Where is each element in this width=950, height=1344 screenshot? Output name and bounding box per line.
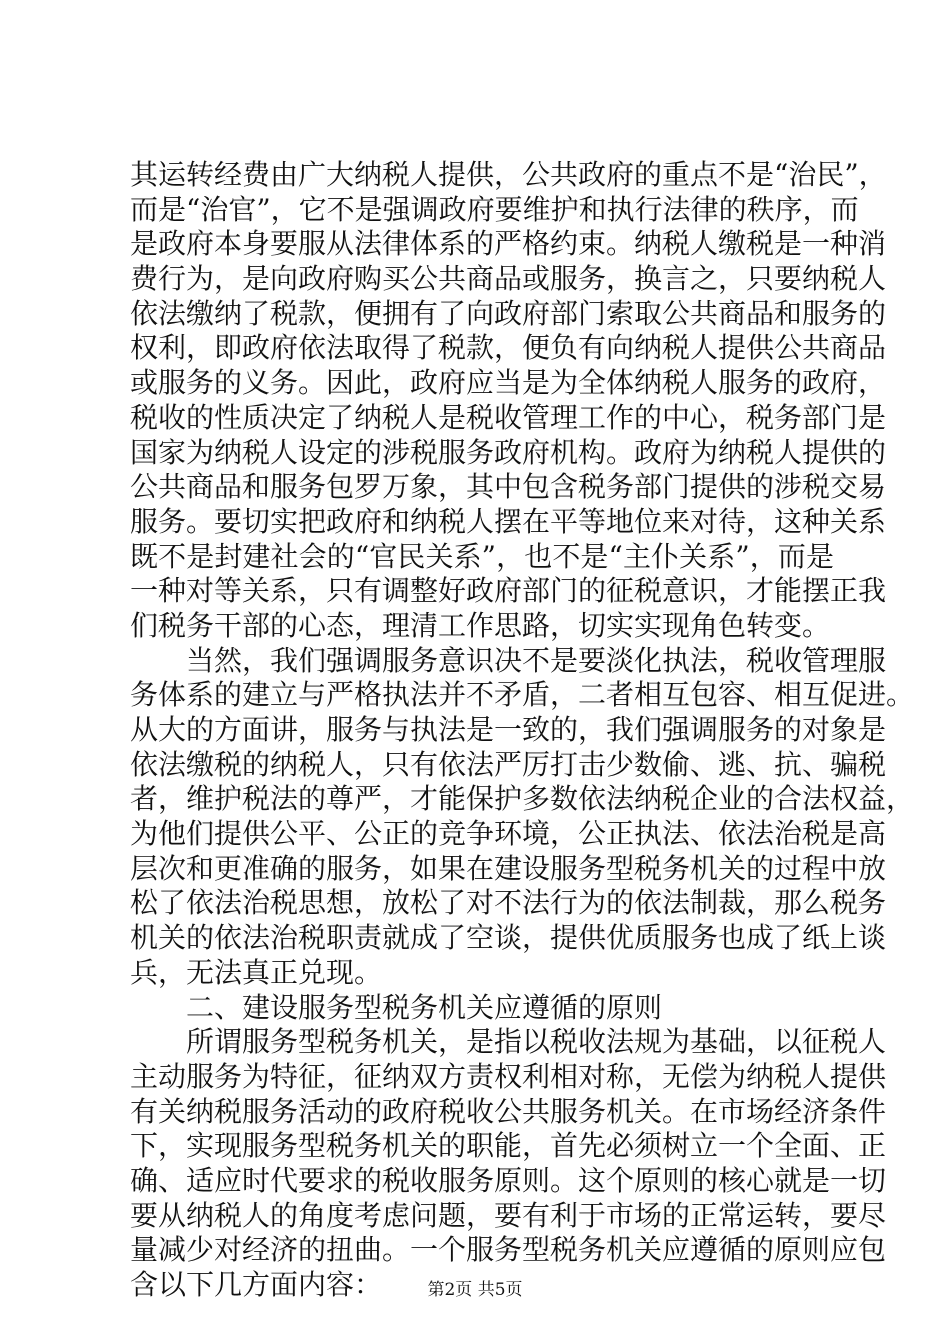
text-line: 量减少对经济的扭曲。一个服务型税务机关应遵循的原则应包 bbox=[130, 1233, 887, 1267]
text-line: 一种对等关系，只有调整好政府部门的征税意识，才能摆正我 bbox=[130, 574, 887, 608]
text-line: 者，维护税法的尊严，才能保护多数依法纳税企业的合法权益， bbox=[130, 782, 915, 816]
text-line: 依法缴纳了税款，便拥有了向政府部门索取公共商品和服务的 bbox=[130, 296, 887, 330]
text-line: 当然，我们强调服务意识决不是要淡化执法，税收管理服 bbox=[130, 643, 887, 677]
body-text bbox=[130, 158, 915, 1303]
text-line: 从大的方面讲，服务与执法是一致的，我们强调服务的对象是 bbox=[130, 713, 887, 746]
text-line: 权利，即政府依法取得了税款，便负有向纳税人提供公共商品 bbox=[130, 331, 887, 365]
text-line: 含以下几方面内容： bbox=[130, 1268, 383, 1301]
page-footer: 第2页 共5页 bbox=[427, 1280, 523, 1300]
text-line: 下，实现服务型税务机关的职能，首先必须树立一个全面、正 bbox=[130, 1129, 887, 1163]
text-line: 所谓服务型税务机关，是指以税收法规为基础，以征税人 bbox=[130, 1025, 887, 1059]
text-line: 机关的依法治税职责就成了空谈，提供优质服务也成了纸上谈 bbox=[130, 921, 887, 955]
text-line: 依法缴税的纳税人，只有依法严厉打击少数偷、逃、抗、骗税 bbox=[130, 747, 887, 781]
text-line: 或服务的义务。因此，政府应当是为全体纳税人服务的政府， bbox=[130, 366, 887, 400]
text-line: 要从纳税人的角度考虑问题，要有利于市场的正常运转，要尽 bbox=[130, 1198, 887, 1232]
text-line: 费行为，是向政府购买公共商品或服务，换言之，只要纳税人 bbox=[130, 262, 887, 296]
text-line: 是政府本身要服从法律体系的严格约束。纳税人缴税是一种消 bbox=[130, 227, 887, 261]
text-line: 而是“治官”，它不是强调政府要维护和执行法律的秩序，而 bbox=[130, 192, 859, 226]
text-line: 国家为纳税人设定的涉税服务政府机构。政府为纳税人提供的 bbox=[130, 435, 887, 469]
text-line: 服务。要切实把政府和纳税人摆在平等地位来对待，这种关系 bbox=[130, 504, 887, 538]
text-line: 二、建设服务型税务机关应遵循的原则 bbox=[130, 990, 663, 1024]
text-line: 确、适应时代要求的税收服务原则。这个原则的核心就是一切 bbox=[130, 1163, 887, 1197]
text-line: 兵，无法真正兑现。 bbox=[130, 955, 383, 989]
text-line: 层次和更准确的服务，如果在建设服务型税务机关的过程中放 bbox=[130, 851, 887, 885]
text-line: 既不是封建社会的“官民关系”，也不是“主仆关系”，而是 bbox=[130, 539, 834, 573]
text-line: 务体系的建立与严格执法并不矛盾，二者相互包容、相互促进。 bbox=[130, 678, 915, 712]
text-line: 其运转经费由广大纳税人提供，公共政府的重点不是“治民”， bbox=[130, 158, 887, 191]
text-line: 主动服务为特征，征纳双方责权利相对称，无偿为纳税人提供 bbox=[130, 1059, 887, 1093]
text-line: 们税务干部的心态，理清工作思路，切实实现角色转变。 bbox=[130, 608, 831, 642]
text-line: 松了依法治税思想，放松了对不法行为的依法制裁，那么税务 bbox=[130, 886, 887, 920]
text-line: 有关纳税服务活动的政府税收公共服务机关。在市场经济条件 bbox=[130, 1094, 887, 1128]
text-line: 税收的性质决定了纳税人是税收管理工作的中心，税务部门是 bbox=[130, 400, 887, 434]
text-line: 为他们提供公平、公正的竞争环境，公正执法、依法治税是高 bbox=[130, 817, 887, 851]
text-line: 公共商品和服务包罗万象，其中包含税务部门提供的涉税交易 bbox=[130, 470, 887, 504]
